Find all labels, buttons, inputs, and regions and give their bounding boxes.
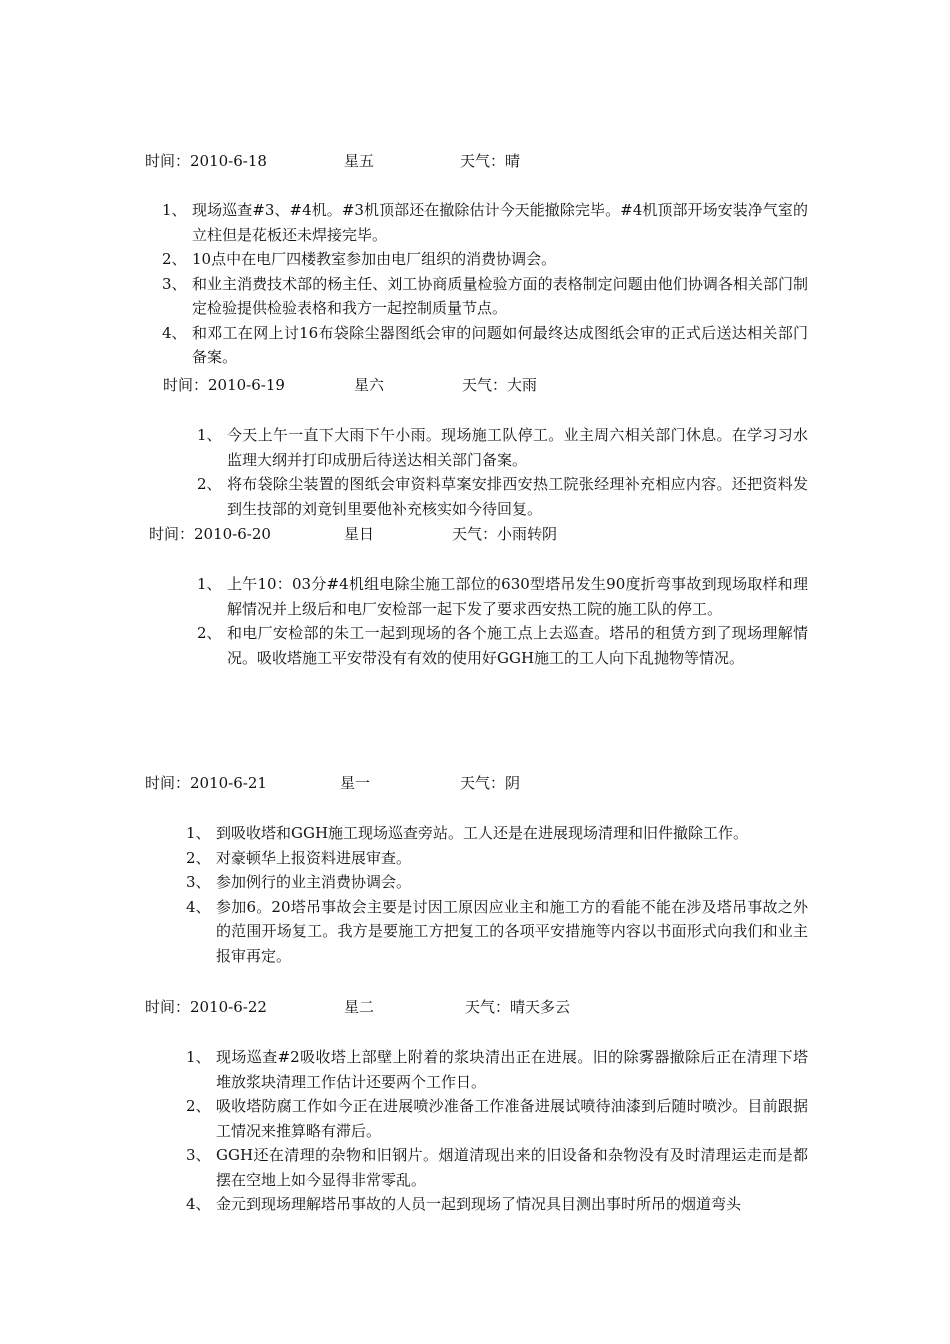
item-number: 3、 [162, 274, 187, 293]
item-text: 将布袋除尘装置的图纸会审资料草案安排西安热工院张经理补充相应内容。还把资料发到生技部的刘竟钊里要他补充核实如今待回复。 [227, 475, 808, 518]
entry-weekday: 星日 [344, 525, 375, 543]
list-item [162, 247, 808, 272]
item-number: 2、 [197, 475, 222, 493]
item-text: 和邓工在网上讨16布袋除尘器图纸会审的问题如何最终达成图纸会审的正式后送达相关部门备案。 [192, 323, 808, 366]
list-item [186, 1094, 808, 1143]
item-number: 4、 [186, 897, 211, 916]
list-item [162, 272, 808, 321]
entry-items [197, 423, 808, 521]
item-text: 和业主消费技术部的杨主任、刘工协商质量检验方面的表格制定问题由他们协调各相关部门制定检验提供检验表格和我方一起控制质量节点。 [192, 274, 808, 317]
list-item [186, 821, 808, 846]
item-text: 今天上午一直下大雨下午小雨。现场施工队停工。业主周六相关部门休息。在学习习水监理大纲并打印成册后待送达相关部门备案。 [227, 426, 808, 469]
item-text: 对豪顿华上报资料进展审查。 [216, 848, 412, 867]
item-number: 2、 [186, 1097, 211, 1115]
item-number: 4、 [162, 323, 187, 342]
item-number: 2、 [197, 624, 222, 642]
item-number: 1、 [197, 426, 222, 444]
list-item [186, 870, 808, 895]
entry-date: 时间：2010-6-21 [145, 774, 267, 792]
list-item [186, 1192, 808, 1217]
item-text: 和电厂安检部的朱工一起到现场的各个施工点上去巡查。塔吊的租赁方到了现场理解情况。吸收塔施工平安带没有有效的使用好GGH施工的工人向下乱抛物等情况。 [227, 624, 808, 667]
entry-weekday: 星六 [354, 376, 385, 394]
entry-items [186, 821, 808, 968]
item-number: 1、 [186, 824, 211, 842]
item-number: 1、 [186, 1048, 211, 1066]
list-item [186, 1045, 808, 1094]
item-number: 3、 [186, 873, 211, 891]
item-text: 上午10：03分#4机组电除尘施工部位的630型塔吊发生90度折弯事故到现场取样和理解情况并上级后和电厂安检部一起下发了要求西安热工院的施工队的停工。 [227, 575, 808, 618]
entry-weather: 天气：大雨 [462, 376, 538, 394]
entry-items [197, 572, 808, 670]
item-number: 2、 [186, 848, 211, 867]
entry-date: 时间：2010-6-22 [145, 998, 267, 1016]
item-number: 1、 [162, 201, 187, 219]
item-text: GGH还在清理的杂物和旧钢片。烟道清现出来的旧设备和杂物没有及时清理运走而是都摆在空地上如今显得非常零乱。 [216, 1146, 808, 1189]
entry-weather: 天气：晴 [460, 152, 521, 170]
list-item [186, 846, 808, 871]
list-item [197, 621, 808, 670]
item-text: 吸收塔防腐工作如今正在进展喷沙准备工作准备进展试喷待油漆到后随时喷沙。目前跟据工情况来推算略有滞后。 [216, 1097, 808, 1140]
item-number: 4、 [186, 1195, 211, 1213]
item-text: 到吸收塔和GGH施工现场巡查旁站。工人还是在进展现场清理和旧件撤除工作。 [216, 824, 749, 842]
entry-weekday: 星五 [344, 152, 375, 170]
list-item [186, 1143, 808, 1192]
item-text: 现场巡查#3、#4机。#3机顶部还在撤除估计今天能撤除完毕。#4机顶部开场安装净气室的立柱但是花板还未焊接完毕。 [192, 201, 808, 244]
entry-weekday: 星一 [340, 774, 371, 792]
entry-items [186, 1045, 808, 1217]
entry-items [162, 198, 808, 370]
list-item [162, 198, 808, 247]
list-item [197, 572, 808, 621]
entry-weather: 天气：晴天多云 [465, 998, 571, 1016]
list-item [162, 321, 808, 370]
item-text: 参加6。20塔吊事故会主要是讨因工原因应业主和施工方的看能不能在涉及塔吊事故之外的范围开场复工。我方是要施工方把复工的各项平安措施等内容以书面形式向我们和业主报审再定。 [216, 897, 808, 965]
item-text: 参加例行的业主消费协调会。 [216, 873, 412, 891]
item-number: 2、 [162, 250, 187, 268]
entry-weather: 天气：小雨转阴 [452, 525, 558, 543]
item-text: 10点中在电厂四楼教室参加由电厂组织的消费协调会。 [192, 250, 557, 268]
item-text: 现场巡查#2吸收塔上部壁上附着的浆块清出正在进展。旧的除雾器撤除后正在清理下塔堆放浆块清理工作估计还要两个工作日。 [216, 1048, 808, 1091]
entry-weather: 天气：阴 [460, 774, 521, 792]
entry-date: 时间：2010-6-18 [145, 152, 267, 170]
entry-date: 时间：2010-6-20 [149, 525, 271, 543]
list-item [197, 423, 808, 472]
item-number: 1、 [197, 575, 222, 593]
item-number: 3、 [186, 1146, 211, 1164]
list-item [197, 472, 808, 521]
item-text: 金元到现场理解塔吊事故的人员一起到现场了情况具目测出事时所吊的烟道弯头 [216, 1195, 742, 1213]
entry-weekday: 星二 [344, 998, 375, 1016]
list-item [186, 895, 808, 969]
entry-date: 时间：2010-6-19 [163, 376, 285, 394]
